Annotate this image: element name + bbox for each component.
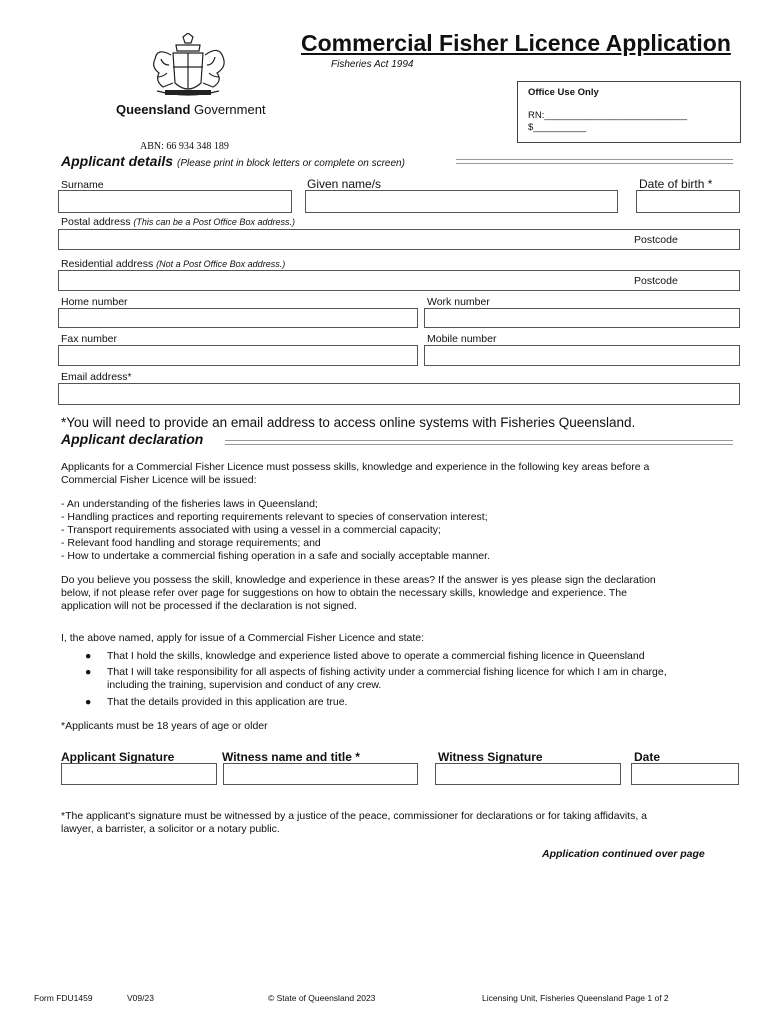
abn-number: ABN: 66 934 348 189: [140, 141, 229, 152]
work-number-input[interactable]: [424, 308, 740, 328]
given-name-label: Given name/s: [307, 177, 382, 191]
section-rule: [456, 159, 733, 164]
declaration-point: That I hold the skills, knowledge and experience listed above to operate a commercial fishing licence in Queensland: [107, 650, 645, 662]
mobile-number-input[interactable]: [424, 345, 740, 366]
list-item: - Transport requirements associated with using a vessel in a commercial capacity;: [61, 524, 441, 536]
home-number-input[interactable]: [58, 308, 418, 328]
bullet-icon: ●: [85, 666, 92, 678]
applicant-signature-input[interactable]: [61, 763, 217, 785]
age-requirement: *Applicants must be 18 years of age or older: [61, 720, 268, 732]
office-use-box: [517, 81, 741, 143]
continued-note: Application continued over page: [542, 848, 705, 860]
page-info: Licensing Unit, Fisheries Queensland Page 1 of 2: [482, 993, 669, 1003]
home-number-label: Home number: [61, 296, 128, 308]
fax-number-label: Fax number: [61, 333, 118, 345]
declaration-point: That I will take responsibility for all aspects of fishing activity under a commercial fishing licence for which I am in charge, including the training, supervision and conduct of any crew.: [107, 666, 667, 691]
office-rn-line: RN:___________________________: [528, 110, 688, 121]
surname-input[interactable]: [58, 190, 292, 213]
residential-postcode-label: Postcode: [634, 275, 678, 287]
witness-signature-label: Witness Signature: [438, 750, 543, 764]
list-item: - Handling practices and reporting requirements relevant to species of conservation interest;: [61, 511, 488, 523]
declaration-point: That the details provided in this application are true.: [107, 696, 348, 708]
residential-address-label: Residential address (Not a Post Office Box address.): [61, 258, 286, 270]
queensland-crest-logo: [143, 33, 233, 99]
office-use-title: Office Use Only: [528, 87, 599, 98]
page-title: Commercial Fisher Licence Application: [301, 30, 731, 56]
declaration-statement: I, the above named, apply for issue of a Commercial Fisher Licence and state:: [61, 632, 425, 644]
bullet-icon: ●: [85, 696, 92, 708]
fax-number-input[interactable]: [58, 345, 418, 366]
email-requirement-note: *You will need to provide an email address to access online systems with Fisheries Queensland.: [61, 415, 636, 430]
witness-requirement-note: *The applicant's signature must be witnessed by a justice of the peace, commissioner for declarations or for taking affidavits, a lawyer, a barrister, a solicitor or a notary public.: [61, 810, 648, 835]
declaration-question: Do you believe you possess the skill, knowledge and experience in these areas? If the answer is yes please sign the declaration below, if not please refer over page for suggestions on how to obtain the necessary skills, knowledge and experience. The application will not be processed if the declaration is not signed.: [61, 574, 656, 612]
postal-postcode-label: Postcode: [634, 234, 678, 246]
witness-signature-input[interactable]: [435, 763, 621, 785]
work-number-label: Work number: [427, 296, 490, 308]
act-reference: Fisheries Act 1994: [331, 59, 414, 70]
given-name-input[interactable]: [305, 190, 618, 213]
witness-name-input[interactable]: [223, 763, 418, 785]
office-amount-line: $__________: [528, 122, 587, 133]
list-item: - Relevant food handling and storage requirements; and: [61, 537, 321, 549]
declaration-intro: Applicants for a Commercial Fisher Licence must possess skills, knowledge and experience in the following key areas before a Commercial Fisher Licence will be issued:: [61, 461, 650, 486]
dob-label: Date of birth *: [639, 177, 713, 191]
form-version: V09/23: [127, 993, 154, 1003]
copyright: © State of Queensland 2023: [268, 993, 376, 1003]
applicant-declaration-heading: Applicant declaration: [61, 431, 204, 447]
postal-address-label: Postal address (This can be a Post Office Box address.): [61, 216, 295, 228]
form-number: Form FDU1459: [34, 993, 93, 1003]
dob-input[interactable]: [636, 190, 740, 213]
applicant-details-heading: Applicant details (Please print in block letters or complete on screen): [61, 153, 405, 169]
bullet-icon: ●: [85, 650, 92, 662]
mobile-number-label: Mobile number: [427, 333, 497, 345]
date-label: Date: [634, 750, 661, 764]
date-input[interactable]: [631, 763, 739, 785]
applicant-signature-label: Applicant Signature: [61, 750, 175, 764]
email-input[interactable]: [58, 383, 740, 405]
list-item: - How to undertake a commercial fishing operation in a safe and socially acceptable manner.: [61, 550, 490, 562]
surname-label: Surname: [61, 179, 104, 191]
government-wordmark: Queensland Government: [116, 102, 266, 117]
list-item: - An understanding of the fisheries laws in Queensland;: [61, 498, 318, 510]
skill-areas-list: [61, 498, 741, 563]
section-rule: [225, 440, 733, 445]
email-label: Email address*: [61, 371, 132, 383]
witness-name-label: Witness name and title *: [222, 750, 360, 764]
